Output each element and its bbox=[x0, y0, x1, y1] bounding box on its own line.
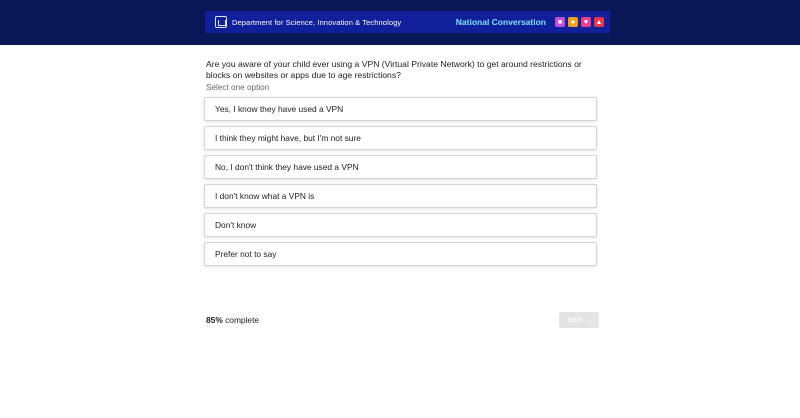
department-name: Department for Science, Innovation & Technology bbox=[232, 17, 402, 27]
next-button-label: Next bbox=[567, 316, 582, 324]
progress-percent: 85% bbox=[206, 315, 223, 325]
option-label: I don't know what a VPN is bbox=[215, 191, 315, 201]
header-banner bbox=[205, 11, 610, 33]
campaign-title: National Conversation bbox=[455, 17, 546, 27]
chevron-right-icon: › bbox=[587, 315, 591, 325]
option-label: I think they might have, but I'm not sure bbox=[215, 133, 361, 143]
bell-icon: ● bbox=[568, 17, 578, 27]
next-button[interactable] bbox=[559, 312, 599, 328]
warning-icon: ▲ bbox=[595, 18, 603, 26]
option-yes-used-vpn[interactable] bbox=[204, 97, 597, 121]
option-dont-know-vpn[interactable] bbox=[204, 184, 597, 208]
survey-question bbox=[206, 59, 597, 271]
option-prefer-not-to-say[interactable] bbox=[204, 242, 597, 266]
option-label: Yes, I know they have used a VPN bbox=[215, 104, 344, 114]
option-no-not-used[interactable] bbox=[204, 155, 597, 179]
speech-bubble-icon: ■ bbox=[555, 17, 565, 27]
option-label: Prefer not to say bbox=[215, 249, 277, 259]
progress-indicator bbox=[206, 315, 259, 325]
option-dont-know[interactable] bbox=[204, 213, 597, 237]
survey-footer bbox=[206, 312, 599, 328]
question-text: Are you aware of your child ever using a VPN (Virtual Private Network) to get around restrictions or blocks on websites or apps due to age restrictions? bbox=[206, 59, 582, 80]
progress-label: complete bbox=[225, 315, 260, 325]
heart-icon: ♥ bbox=[581, 17, 591, 27]
site-header bbox=[0, 0, 800, 45]
government-crest-icon bbox=[215, 16, 227, 28]
question-hint: Select one option bbox=[206, 83, 270, 92]
option-label: No, I don't think they have used a VPN bbox=[215, 162, 359, 172]
option-might-have[interactable] bbox=[204, 126, 597, 150]
answer-options bbox=[206, 97, 597, 266]
option-label: Don't know bbox=[215, 220, 257, 230]
